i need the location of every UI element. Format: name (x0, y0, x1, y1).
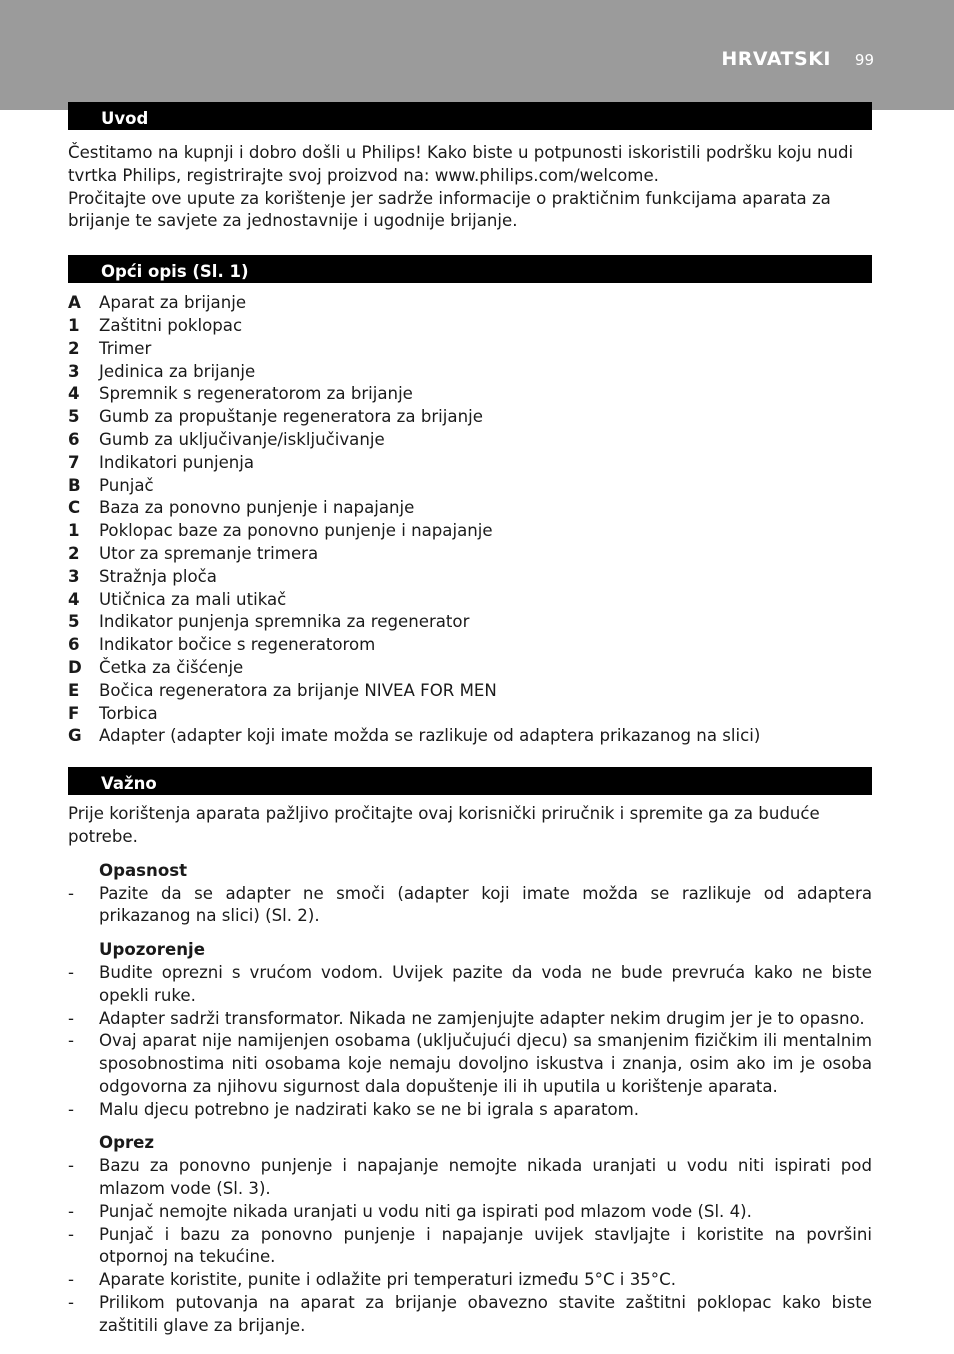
bullet-dash: - (68, 1156, 74, 1176)
item-text: Stražnja ploča (99, 566, 217, 586)
list-item (68, 680, 872, 703)
item-key: 7 (68, 452, 80, 472)
bullet-dash: - (68, 1031, 74, 1051)
list-item (68, 883, 872, 929)
item-key: 1 (68, 521, 80, 541)
item-text: Budite oprezni s vrućom vodom. Uvijek pazite da voda ne bude prevruća kako ne biste opekli ruke. (99, 962, 872, 1005)
bullet-dash: - (68, 1099, 74, 1119)
item-key: 4 (68, 384, 80, 404)
list-item (68, 520, 872, 543)
item-text: Aparate koristite, punite i odlažite pri temperaturi između 5°C i 35°C. (99, 1270, 676, 1290)
item-text: Indikatori punjenja (99, 452, 255, 472)
item-text: Zaštitni poklopac (99, 315, 243, 335)
list-item (68, 611, 872, 634)
list-item (68, 962, 872, 1008)
list-item (68, 429, 872, 452)
bullet-dash: - (68, 1201, 74, 1221)
list-item (68, 543, 872, 566)
intro-paragraph-2: Pročitajte ove upute za korištenje jer sadrže informacije o praktičnim funkcijama aparata za brijanje te savjete za jednostavnije i ugodnije brijanje. (68, 188, 831, 231)
warning-list (68, 962, 872, 1122)
item-key: 3 (68, 566, 80, 586)
important-intro: Prije korištenja aparata pažljivo pročitajte ovaj korisnički priručnik i spremite ga za buduće potrebe. (68, 804, 820, 846)
list-item (68, 315, 872, 338)
item-text: Punjač (99, 475, 154, 495)
item-key: 1 (68, 315, 80, 335)
list-item (68, 1099, 872, 1122)
list-item (68, 1008, 872, 1031)
section-heading-uvod: Uvod (68, 102, 872, 130)
intro-paragraph-1: Čestitamo na kupnji i dobro došli u Philips! Kako biste u potpunosti iskoristili podršku koju nudi tvrtka Philips, registrirajte svoj proizvod na: www.philips.com/welcome. (68, 143, 854, 185)
bullet-dash: - (68, 1008, 74, 1028)
item-text: Spremnik s regeneratorom za brijanje (99, 384, 413, 404)
language-label: HRVATSKI (721, 48, 831, 70)
list-item (68, 566, 872, 589)
item-key: G (68, 726, 82, 746)
list-item (68, 1292, 872, 1338)
item-key: F (68, 703, 80, 723)
item-text: Aparat za brijanje (99, 293, 247, 313)
item-key: A (68, 293, 81, 313)
section-heading-general-description: Opći opis (Sl. 1) (68, 255, 872, 283)
item-key: 5 (68, 407, 80, 427)
item-text: Punjač i bazu za ponovno punjenje i napajanje uvijek stavljajte i koristite na površini otpornoj na tekućine. (99, 1224, 872, 1267)
list-item (68, 361, 872, 384)
caution-heading: Oprez (99, 1133, 155, 1153)
warning-heading: Upozorenje (99, 940, 206, 960)
section-heading-important: Važno (68, 767, 872, 795)
item-key: 6 (68, 429, 80, 449)
item-text: Bazu za ponovno punjenje i napajanje nemojte nikada uranjati u vodu niti ispirati pod mlazom vode (Sl. 3). (99, 1156, 872, 1199)
item-text: Gumb za uključivanje/isključivanje (99, 429, 385, 449)
item-text: Indikator punjenja spremnika za regenerator (99, 612, 470, 632)
page-content (68, 102, 872, 1338)
item-text: Baza za ponovno punjenje i napajanje (99, 498, 415, 518)
item-text: Adapter sadrži transformator. Nikada ne zamjenjujte adapter nekim drugim jer je to opasno. (99, 1008, 865, 1028)
item-key: 3 (68, 361, 80, 381)
list-item (68, 1269, 872, 1292)
item-text: Četka za čišćenje (99, 657, 244, 677)
item-text: Pazite da se adapter ne smoči (adapter koji imate možda se razlikuje od adaptera prikazanog na slici) (Sl. 2). (99, 883, 872, 926)
item-text: Utor za spremanje trimera (99, 543, 319, 563)
bullet-dash: - (68, 962, 74, 982)
item-key: B (68, 475, 81, 495)
item-key: C (68, 498, 81, 518)
list-item (68, 338, 872, 361)
list-item (68, 475, 872, 498)
list-item (68, 292, 872, 315)
list-item (68, 1201, 872, 1224)
list-item (68, 383, 872, 406)
list-item (68, 1030, 872, 1098)
item-text: Indikator bočice s regeneratorom (99, 635, 376, 655)
item-key: E (68, 680, 80, 700)
item-key: 6 (68, 635, 80, 655)
item-text: Torbica (99, 703, 158, 723)
list-item (68, 497, 872, 520)
list-item (68, 1224, 872, 1270)
item-text: Poklopac baze za ponovno punjenje i napajanje (99, 521, 493, 541)
item-key: 2 (68, 543, 80, 563)
bullet-dash: - (68, 1293, 74, 1313)
item-text: Malu djecu potrebno je nadzirati kako se ne bi igrala s aparatom. (99, 1099, 640, 1119)
item-key: 5 (68, 612, 80, 632)
list-item (68, 406, 872, 429)
danger-heading: Opasnost (99, 860, 188, 880)
bullet-dash: - (68, 1270, 74, 1290)
item-key: 2 (68, 338, 80, 358)
item-key: D (68, 657, 82, 677)
item-text: Ovaj aparat nije namijenjen osobama (uključujući djecu) sa smanjenim fizičkim ili mentalnim sposobnostima niti osobama koje nemaju dovoljno iskustva i znanja, osim ako im je osoba odgovorna za njihovu sigurnost dala dopuštenje ili ih uputila u korištenje aparata. (99, 1031, 872, 1096)
list-item (68, 452, 872, 475)
bullet-dash: - (68, 883, 74, 903)
list-item (68, 703, 872, 726)
caution-list (68, 1155, 872, 1337)
page-number: 99 (854, 51, 874, 69)
item-text: Adapter (adapter koji imate možda se razlikuje od adaptera prikazanog na slici) (99, 726, 761, 746)
item-text: Bočica regeneratora za brijanje NIVEA FOR MEN (99, 680, 497, 700)
item-text: Utičnica za mali utikač (99, 589, 287, 609)
item-key: 4 (68, 589, 80, 609)
list-item (68, 589, 872, 612)
parts-list (68, 292, 872, 748)
item-text: Jedinica za brijanje (99, 361, 256, 381)
item-text: Trimer (99, 338, 152, 358)
item-text: Prilikom putovanja na aparat za brijanje obavezno stavite zaštitni poklopac kako biste zaštitili glave za brijanje. (99, 1293, 872, 1335)
item-text: Gumb za propuštanje regeneratora za brijanje (99, 407, 483, 427)
list-item (68, 725, 872, 748)
list-item (68, 1155, 872, 1201)
bullet-dash: - (68, 1224, 74, 1244)
item-text: Punjač nemojte nikada uranjati u vodu niti ga ispirati pod mlazom vode (Sl. 4). (99, 1201, 752, 1221)
list-item (68, 657, 872, 680)
danger-list (68, 883, 872, 929)
list-item (68, 634, 872, 657)
